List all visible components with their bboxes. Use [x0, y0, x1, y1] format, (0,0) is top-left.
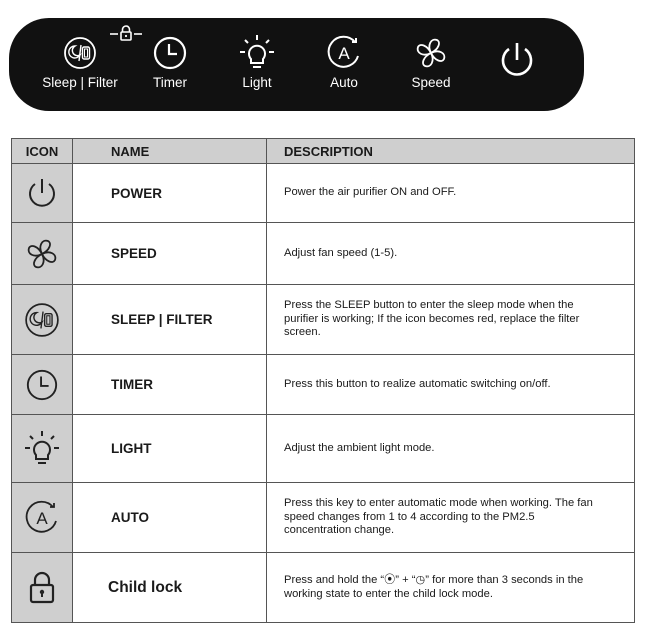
- table-row: [12, 553, 635, 623]
- speed-button[interactable]: [406, 18, 456, 111]
- header-icon: ICON: [12, 139, 73, 164]
- svg-text:A: A: [338, 44, 350, 63]
- row-icon-cell: [12, 164, 73, 223]
- row-description: Press and hold the “⦿” + “◷” for more than 3 seconds in the working state to enter the child lock mode.: [267, 553, 635, 623]
- row-name: AUTO: [73, 483, 267, 553]
- row-description: Power the air purifier ON and OFF.: [267, 164, 635, 223]
- timer-icon: [25, 368, 59, 402]
- timer-icon: [152, 35, 188, 71]
- row-description: Press this button to realize automatic switching on/off.: [267, 355, 635, 415]
- row-icon-cell: [12, 355, 73, 415]
- sleep-filter-icon: [24, 302, 60, 338]
- button-reference-table: [11, 138, 635, 623]
- header-description: DESCRIPTION: [267, 139, 635, 164]
- row-icon-cell: [12, 223, 73, 285]
- sleep-filter-label: Sleep | Filter: [42, 75, 118, 90]
- row-description: Adjust the ambient light mode.: [267, 415, 635, 483]
- table-row: [12, 415, 635, 483]
- speed-label: Speed: [411, 75, 451, 90]
- power-button[interactable]: [494, 18, 540, 111]
- lock-icon: [27, 570, 57, 606]
- table-row: [12, 223, 635, 285]
- light-button[interactable]: [232, 18, 282, 111]
- auto-button[interactable]: [319, 18, 369, 111]
- table-row: [12, 164, 635, 223]
- row-icon-cell: [12, 553, 73, 623]
- auto-icon: [325, 34, 363, 72]
- row-name: TIMER: [73, 355, 267, 415]
- row-icon-cell: [12, 415, 73, 483]
- power-icon: [497, 40, 537, 80]
- sleep-filter-icon: [63, 36, 97, 70]
- sleep-filter-button[interactable]: [42, 18, 118, 111]
- table-row: [12, 483, 635, 553]
- control-panel: [9, 18, 584, 111]
- row-description: Adjust fan speed (1-5).: [267, 223, 635, 285]
- power-icon: [25, 176, 59, 210]
- svg-text:A: A: [36, 508, 48, 528]
- row-name: Child lock: [73, 553, 267, 623]
- row-name: SLEEP | FILTER: [73, 285, 267, 355]
- timer-button[interactable]: [145, 18, 195, 111]
- auto-icon: [23, 499, 61, 537]
- row-name: POWER: [73, 164, 267, 223]
- timer-label: Timer: [153, 75, 187, 90]
- table-row: [12, 285, 635, 355]
- row-name: LIGHT: [73, 415, 267, 483]
- row-icon-cell: [12, 483, 73, 553]
- fan-icon: [24, 236, 60, 272]
- table-row: [12, 355, 635, 415]
- fan-icon: [413, 35, 449, 71]
- row-icon-cell: [12, 285, 73, 355]
- row-name: SPEED: [73, 223, 267, 285]
- row-description: Press this key to enter automatic mode when working. The fan speed changes from 1 to 4 according to the PM2.5 concentration change.: [267, 483, 635, 553]
- auto-label: Auto: [330, 75, 358, 90]
- table-header-row: [12, 139, 635, 164]
- light-label: Light: [242, 75, 272, 90]
- row-description: Press the SLEEP button to enter the sleep mode when the purifier is working; If the icon becomes red, replace the filter screen.: [267, 285, 635, 355]
- light-bulb-icon: [237, 33, 277, 73]
- header-name: NAME: [73, 139, 267, 164]
- light-bulb-icon: [22, 429, 62, 469]
